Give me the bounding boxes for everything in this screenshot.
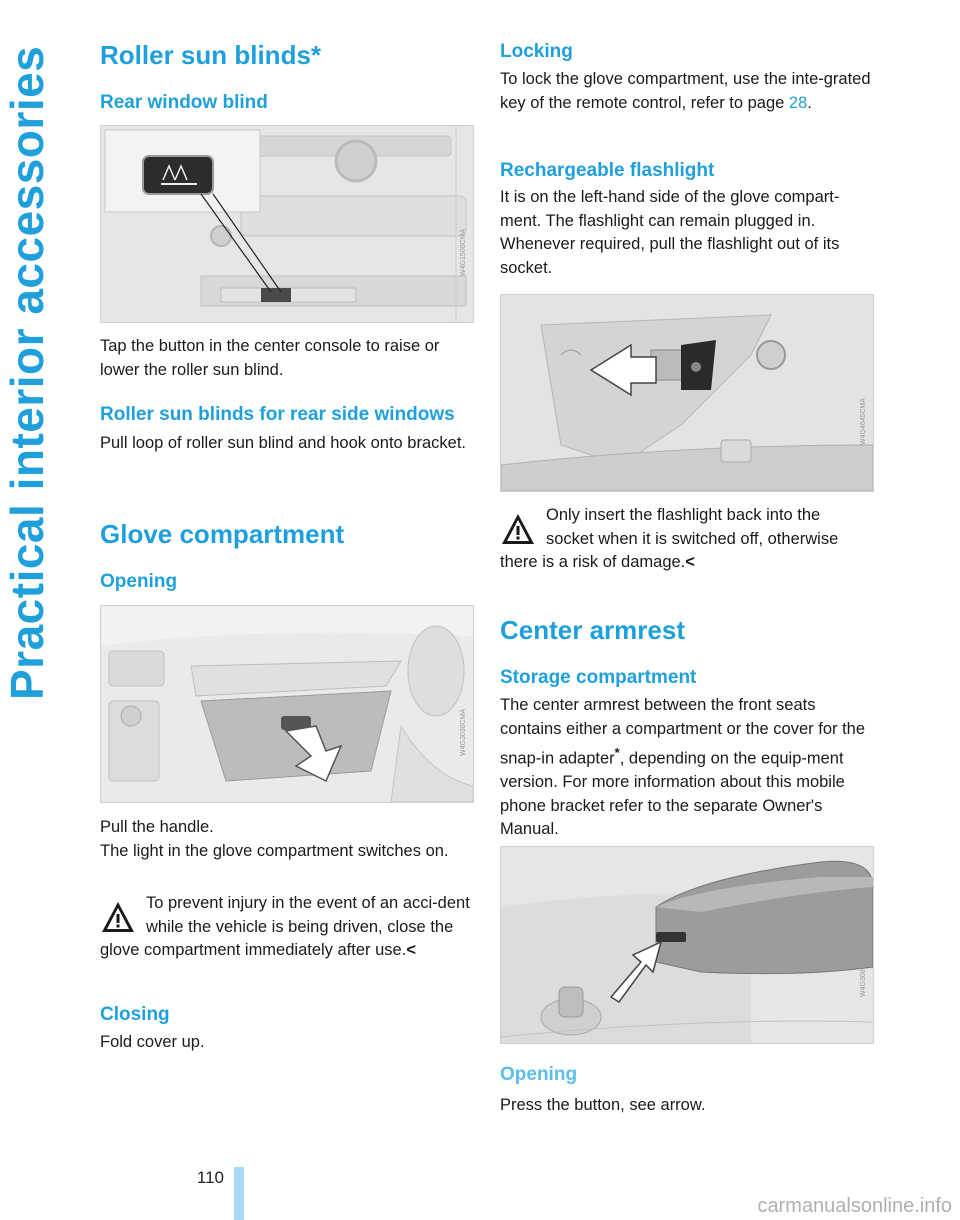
warning-text: To prevent injury in the event of an acci-dent while the vehicle is being driven, close the glove compartment immediately after use. — [100, 894, 470, 959]
end-mark: < — [685, 553, 695, 571]
chapter-title: Practical interior accessories — [1, 45, 53, 700]
figure-code: W4G3087CMA — [860, 949, 867, 997]
end-mark: < — [406, 941, 416, 959]
paragraph-flashlight: It is on the left-hand side of the glove compart-ment. The flashlight can remain plugged in. Whenever required, pull the flashlight out of its socket. — [500, 188, 840, 277]
subheading-storage-compartment: Storage compartment — [500, 667, 697, 688]
paragraph-tap-button: Tap the button in the center console to raise or lower the roller sun blind. — [100, 337, 440, 379]
section-heading-glove-compartment: Glove compartment — [100, 519, 345, 549]
watermark: carmanualsonline.info — [757, 1195, 952, 1217]
figure-flashlight-socket — [500, 294, 874, 492]
warning-triangle-icon — [100, 900, 136, 934]
subheading-rear-side-windows: Roller sun blinds for rear side windows — [100, 404, 455, 425]
subheading-opening: Opening — [100, 571, 178, 592]
paragraph-fold-cover: Fold cover up. — [100, 1033, 205, 1051]
section-heading-center-armrest: Center armrest — [500, 615, 685, 645]
subheading-rear-window-blind: Rear window blind — [100, 92, 268, 113]
figure-rear-blind-button — [100, 125, 474, 323]
paragraph-light-switches-on: The light in the glove compartment switches on. — [100, 842, 449, 860]
warning-triangle-icon — [500, 512, 536, 546]
figure-code: W4G4645CMA — [860, 397, 867, 445]
paragraph-storage-compartment: The center armrest between the front seats contains either a compartment or the cover for the snap-in adapter*, depending on the equip-ment version. For more information about this mobile phone bracket refer to the separate Owner's Manual. — [500, 696, 866, 838]
warning-close-glove-compartment — [100, 892, 472, 963]
paragraph-press-button: Press the button, see arrow. — [500, 1096, 706, 1114]
page-number: 110 — [196, 1168, 224, 1187]
warning-flashlight — [500, 504, 872, 575]
subheading-locking: Locking — [500, 41, 573, 62]
subheading-rechargeable-flashlight: Rechargeable flashlight — [500, 160, 715, 181]
subheading-opening-armrest: Opening — [500, 1064, 578, 1085]
figure-glove-compartment-open — [100, 605, 474, 803]
paragraph-locking: To lock the glove compartment, use the inte-grated key of the remote control, refer to page 28. — [500, 70, 871, 112]
paragraph-pull-handle: Pull the handle. — [100, 818, 214, 836]
section-heading-roller-sun-blinds: Roller sun blinds* — [100, 40, 322, 70]
figure-code: W4G3030CMA — [460, 708, 467, 756]
sidebar — [0, 0, 60, 1220]
subheading-closing: Closing — [100, 1004, 170, 1025]
figure-center-armrest — [500, 846, 874, 1044]
paragraph-pull-loop: Pull loop of roller sun blind and hook onto bracket. — [100, 434, 466, 452]
warning-text: Only insert the flashlight back into the socket when it is switched off, otherwise there is a risk of damage. — [500, 506, 839, 571]
figure-code: W4G1500CMA — [460, 228, 467, 276]
page-number-bar — [234, 1167, 244, 1220]
page-link-28[interactable]: 28 — [788, 93, 808, 112]
